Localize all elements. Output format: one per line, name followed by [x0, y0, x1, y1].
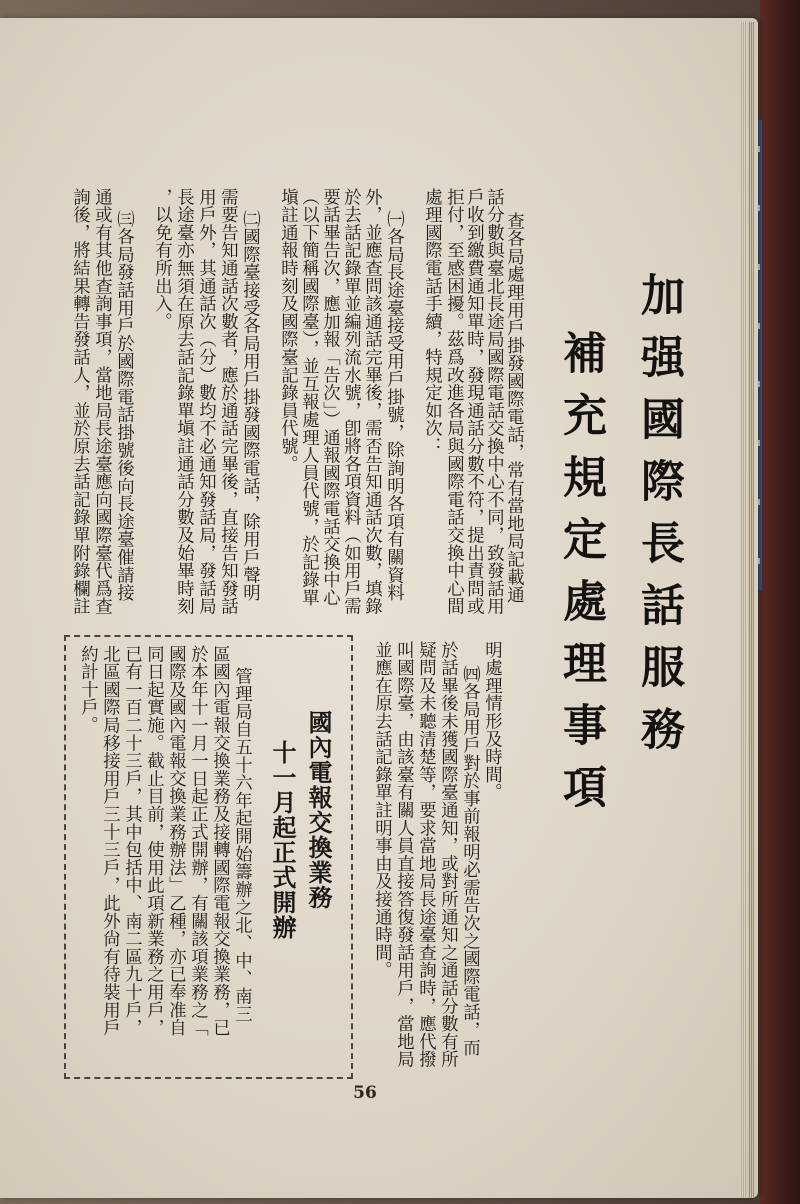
- page-number: 56: [353, 1083, 377, 1103]
- page-edges-back: [748, 22, 754, 1198]
- box-column: 約計十戶。: [77, 645, 98, 734]
- body-column: ，以免有所出入。: [151, 188, 172, 331]
- body-column: 明處理情形及時間。: [481, 641, 502, 802]
- page-edges: [740, 22, 746, 1198]
- body-column: 拒付，至感困擾。茲爲改進各局與國際電話交換中心間: [443, 188, 464, 616]
- body-column: ㈡國際臺接受各局用戶掛發國際電話，除用戶聲明: [239, 210, 260, 602]
- body-column: 於去話記錄單並編列流水號，卽將各項資料（如用戶需: [340, 188, 361, 616]
- body-column: 疑問及未聽清楚等，要求當地局長途臺查詢時，應代撥: [415, 641, 436, 1069]
- article-title-line-2: 補充規定處理事項: [555, 330, 606, 826]
- book-cover-edge: [760, 0, 800, 1204]
- body-column: 處理國際電話手續，特規定如次：: [421, 188, 442, 455]
- body-column: 要話畢告次，應加報「告次」）通報國際電話交換中心: [319, 188, 340, 607]
- article-title-line-1: 加强國際長話服務: [633, 272, 684, 768]
- box-column: 已有一百二十三戶，其中包括中、南二區九十戶，: [121, 645, 142, 1037]
- body-column: 用戶外，其通話次（分）數均不必通知發話局，發話局: [195, 188, 216, 616]
- news-box-title-line-1: 國內電報交換業務: [304, 710, 332, 910]
- body-column: ㈢各局發話用戶於國際電話掛號後向長途臺催請接: [113, 210, 134, 602]
- body-column: 長途臺亦無須在原去話記錄單塡註通話分數及始畢時刻: [173, 188, 194, 616]
- box-column: 國際及國內電報交換業務辦法」乙種，亦已奉准自: [165, 645, 186, 1037]
- body-column: ㈠各局長途臺接受用戶掛號，除詢明各項有關資料: [383, 210, 404, 602]
- box-column: 於本年十一月一日起正式開辦，有關該項業務之「: [187, 645, 208, 1037]
- body-column: 叫國際臺，由該臺有關人員直接答復發話用戶，當地局: [393, 641, 414, 1069]
- body-column: 查各局處理用戶掛發國際電話，常有當地局記載通: [503, 212, 524, 604]
- body-column: 通或有其他查詢事項，當地局長途臺應向國際臺代爲查: [91, 188, 112, 616]
- body-column: 戶收到繳費通知單時，發現通話分數不符，提出責問或: [463, 188, 484, 616]
- body-column: 塡註通報時刻及國際臺記錄員代號。: [277, 188, 298, 473]
- body-column: 詢後，將結果轉告發話人，並於原去話記錄單附錄欄註: [69, 188, 90, 616]
- news-box-title-line-2: 十一月起正式開辦: [268, 740, 296, 940]
- body-column: 外，並應查問該通話完畢後，需否告知通話次數，填錄: [361, 188, 382, 616]
- body-column: 話分數與臺北長途局國際電話交換中心不同，致發話用: [483, 188, 504, 616]
- body-column: 並應在原去話記錄單註明事由及接通時間。: [371, 641, 392, 980]
- body-column: 需要告知通話次數者，應於通話完畢後，直接告知發話: [217, 188, 238, 616]
- box-column: 管理局自五十六年起開始籌辦之北、中、南三: [231, 667, 252, 1023]
- box-column: 同日起實施。截止目前，使用此項新業務之用戶，: [143, 645, 164, 1037]
- body-column: （以下簡稱國際臺），並互報處理人員代號，於記錄單: [298, 188, 319, 607]
- body-column: ㈣各局用戶對於事前報明必需告次之國際電話，而: [459, 665, 480, 1057]
- box-column: 區國內電報交換業務及接轉國際電報交換業務，已: [209, 645, 230, 1037]
- box-column: 北區國際局移接用戶三十三戶，此外尙有待裝用戶: [99, 645, 120, 1037]
- body-column: 於話畢後未獲國際臺通知，或對所通知之通話分數有所: [437, 641, 458, 1069]
